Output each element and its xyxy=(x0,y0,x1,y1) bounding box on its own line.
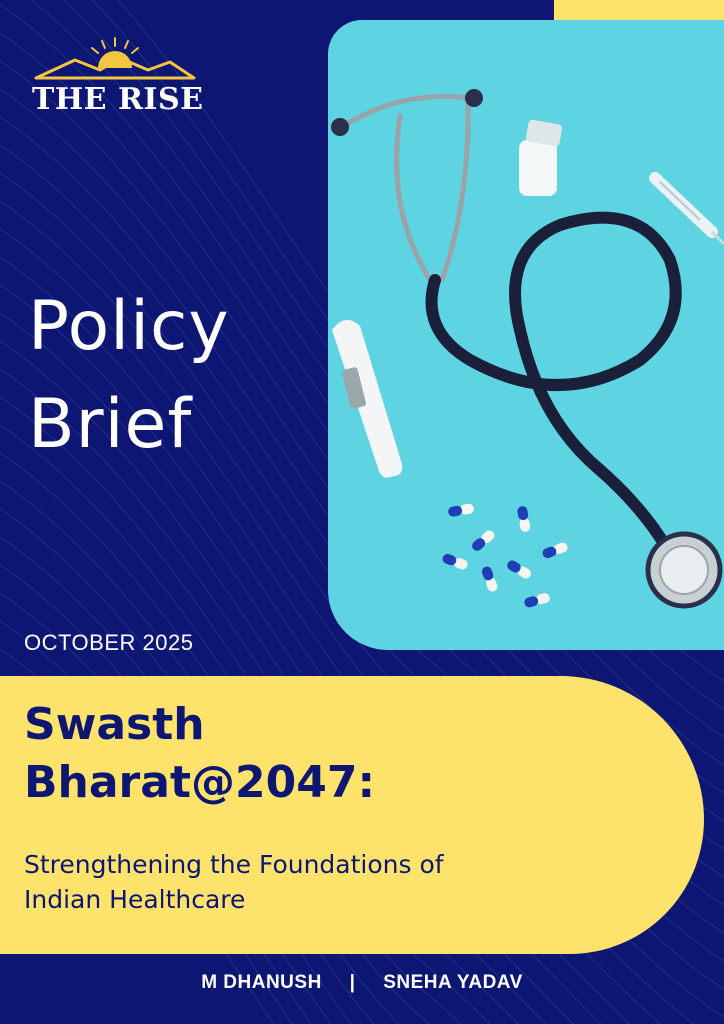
author-name: SNEHA YADAV xyxy=(383,972,523,993)
report-title-line: Swasth xyxy=(24,699,205,750)
report-subtitle xyxy=(24,847,444,917)
capsule xyxy=(517,505,531,532)
thermometer-icon xyxy=(332,320,402,478)
author-name: M DHANUSH xyxy=(201,972,322,993)
report-subtitle-line: Indian Healthcare xyxy=(24,885,246,914)
author-separator: | xyxy=(349,972,356,993)
publication-date: OCTOBER 2025 xyxy=(24,630,194,655)
document-type-line: Policy xyxy=(28,287,230,366)
capsule xyxy=(481,565,499,593)
brand-logo xyxy=(30,34,204,117)
report-title-line: Bharat@2047: xyxy=(24,757,376,808)
syringe-icon xyxy=(655,178,724,244)
report-subtitle-line: Strengthening the Foundations of xyxy=(24,850,444,879)
author-list xyxy=(0,972,724,994)
report-title xyxy=(24,696,375,812)
capsule-icon xyxy=(441,503,569,608)
capsule xyxy=(541,541,569,559)
capsule xyxy=(441,553,469,571)
capsule xyxy=(523,592,551,608)
brand-name: THE RISE xyxy=(32,82,204,117)
capsule xyxy=(447,503,474,517)
document-type-line: Brief xyxy=(28,385,193,464)
vial-icon xyxy=(519,119,563,196)
capsule xyxy=(505,559,533,581)
capsule xyxy=(470,528,496,552)
document-type-heading xyxy=(28,278,230,474)
rising-sun-icon xyxy=(30,34,200,82)
